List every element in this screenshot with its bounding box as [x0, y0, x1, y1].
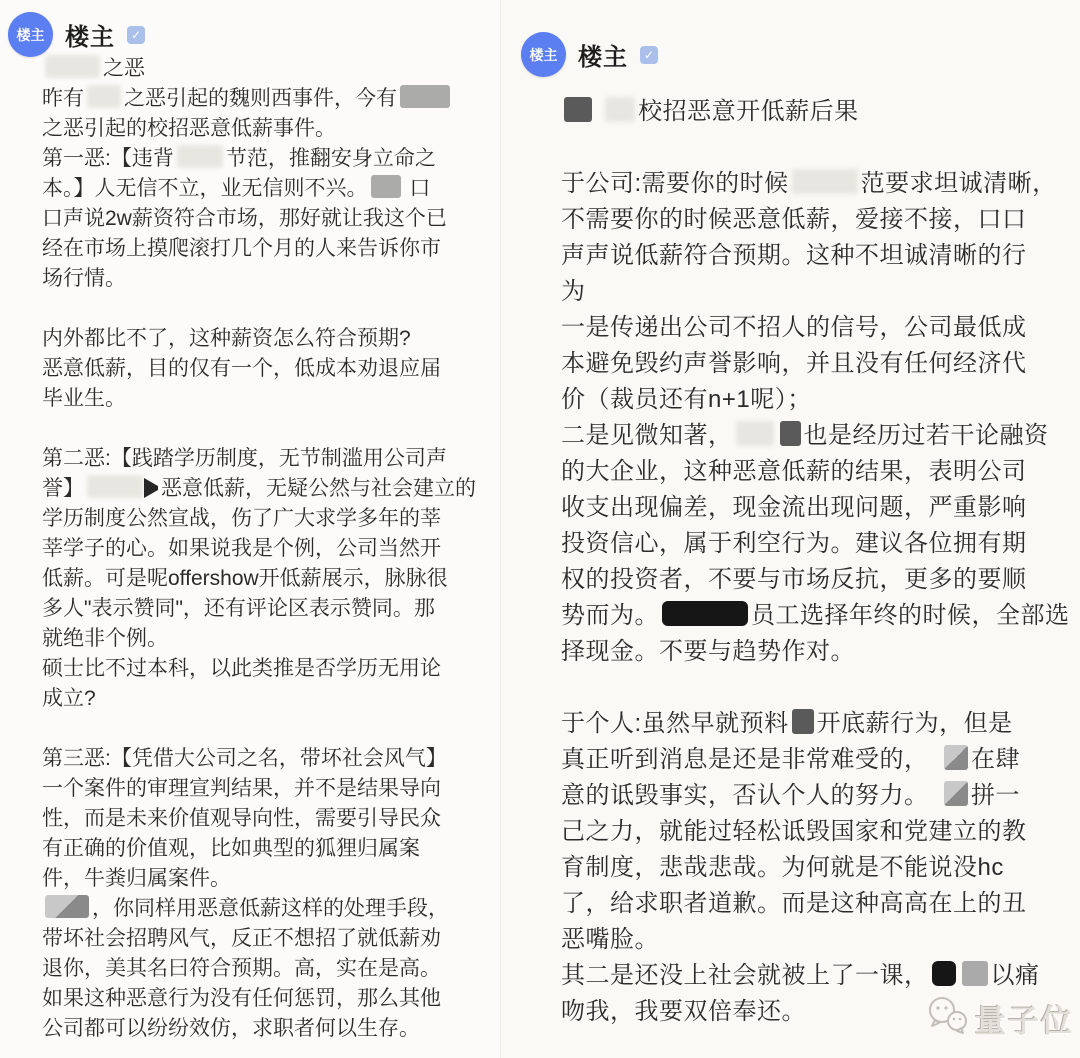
text-line — [42, 744, 476, 774]
censor-block — [177, 145, 223, 168]
text-segment: 不需要你的时候恶意低薪，爱接不接，口口 — [561, 206, 1027, 233]
text-line — [42, 864, 476, 894]
text-line — [42, 84, 476, 114]
text-line — [42, 504, 476, 534]
text-segment: 一个案件的审理宣判结果，并不是结果导向 — [42, 777, 441, 800]
text-segment: 拼一 — [971, 782, 1020, 809]
text-segment: 收支出现偏差，现金流出现问题，严重影响 — [561, 494, 1027, 521]
text-line — [561, 202, 1066, 238]
censor-block — [87, 475, 143, 498]
text-segment: ，你同样用恶意低薪这样的处理手段， — [92, 897, 449, 920]
text-line — [42, 474, 476, 504]
text-segment: 低薪。可是呢offershow开低薪展示，脉脉很 — [42, 567, 448, 590]
text-line — [42, 264, 476, 294]
post-header — [8, 12, 145, 57]
text-line — [561, 490, 1066, 526]
text-line — [561, 922, 1066, 958]
text-line — [42, 564, 476, 594]
text-line — [561, 778, 1066, 814]
text-segment: 之恶引起的魏则西事件，今有 — [124, 87, 397, 110]
text-segment: 退你，美其名曰符合预期。高，实在是高。 — [42, 957, 441, 980]
text-line — [561, 742, 1066, 778]
text-line — [42, 984, 476, 1014]
text-segment: 口声说2w薪资符合市场，那好就让我这个已 — [42, 207, 447, 230]
text-line — [42, 354, 476, 384]
text-segment: 场行情。 — [42, 267, 126, 290]
censor-block — [792, 709, 814, 734]
text-line — [561, 634, 1066, 670]
text-segment: 恶意低薪，目的仅有一个，低成本劝退应届 — [42, 357, 441, 380]
text-segment: 毕业生。 — [42, 387, 126, 410]
text-segment: 校招恶意开低薪后果 — [638, 98, 859, 125]
text-line — [42, 894, 476, 924]
watermark — [925, 995, 1074, 1042]
text-segment: 第一恶:【违背 — [42, 147, 174, 170]
text-segment: 的大企业，这种恶意低薪的结果，表明公司 — [561, 458, 1027, 485]
text-line — [561, 598, 1070, 634]
text-segment: 本避免毁约声誉影响，并且没有任何经济代 — [561, 350, 1027, 377]
post-header — [521, 32, 658, 77]
text-segment: 誉】 — [42, 477, 84, 500]
text-line — [42, 774, 476, 804]
text-segment: 员工选择年终的时候，全部选 — [751, 602, 1070, 629]
text-segment: 势而为。 — [561, 602, 659, 629]
censor-block — [45, 895, 89, 918]
text-segment: 本。】人无信不立，业无信则不兴。 — [42, 177, 368, 200]
verified-badge-icon: ✓ — [127, 26, 145, 44]
text-segment: 之恶引起的校招恶意低薪事件。 — [42, 117, 336, 140]
text-line — [42, 714, 476, 744]
text-line — [42, 924, 476, 954]
text-segment: 其二是还没上社会就被上了一课， — [561, 962, 929, 989]
text-line — [42, 1014, 476, 1044]
text-line — [42, 804, 476, 834]
censor-block — [932, 961, 956, 986]
text-segment: 为 — [561, 278, 586, 305]
censor-block — [400, 85, 450, 108]
post-body — [501, 94, 1080, 1030]
text-line — [561, 850, 1066, 886]
text-segment: 公司都可以纷纷效仿，求职者何以生存。 — [42, 1017, 420, 1040]
text-segment — [917, 782, 942, 809]
text-line — [42, 534, 476, 564]
text-segment: 于公司:需要你的时候 — [561, 170, 789, 197]
text-segment: 恶嘴脸。 — [561, 926, 659, 953]
text-line — [561, 382, 1066, 418]
text-segment: 也是经历过若干论融资 — [803, 422, 1049, 449]
text-line — [42, 324, 476, 354]
text-segment: 一是传递出公司不招人的信号，公司最低成 — [561, 314, 1027, 341]
text-line — [561, 274, 1066, 310]
censor-block — [962, 961, 988, 986]
text-segment: 权的投资者，不要与市场反抗，更多的要顺 — [561, 566, 1027, 593]
avatar[interactable] — [8, 12, 53, 57]
text-segment: 口 — [403, 177, 431, 200]
text-segment: 择现金。不要与趋势作对。 — [561, 638, 855, 665]
text-line — [42, 144, 476, 174]
forum-post-1 — [0, 0, 500, 1058]
author-name[interactable]: 楼主 — [65, 24, 115, 51]
text-line — [561, 670, 1066, 706]
text-segment: 二是见微知著， — [561, 422, 733, 449]
text-line — [42, 204, 476, 234]
avatar-label: 楼主 — [16, 26, 45, 43]
text-segment: 声声说低薪符合预期。这种不坦诚清晰的行 — [561, 242, 1027, 269]
text-line — [42, 234, 476, 264]
text-segment: 吻我，我要双倍奉还。 — [561, 998, 806, 1025]
text-segment: 在肆 — [971, 746, 1020, 773]
avatar[interactable] — [521, 32, 566, 77]
text-segment: 恶意低薪，无疑公然与社会建立的 — [161, 477, 476, 500]
text-segment: 于个人:虽然早就预料 — [561, 710, 789, 737]
text-segment: 以痛 — [990, 962, 1040, 989]
text-segment: 育制度，悲哉悲哉。为何就是不能说没hc — [561, 854, 1004, 881]
text-line — [561, 94, 1066, 130]
text-line — [42, 654, 476, 684]
text-line — [561, 166, 1066, 202]
text-line — [561, 238, 1066, 274]
text-line — [561, 346, 1066, 382]
text-line — [561, 130, 1066, 166]
text-line — [42, 954, 476, 984]
text-line — [561, 526, 1066, 562]
text-segment: 开底薪行为，但是 — [816, 710, 1013, 737]
text-segment: 莘学子的心。如果说我是个例，公司当然开 — [42, 537, 441, 560]
censor-block — [944, 745, 968, 770]
avatar-label: 楼主 — [529, 46, 558, 63]
text-segment: 节范，推翻安身立命之 — [225, 147, 436, 170]
text-line — [42, 624, 476, 654]
post-body — [0, 54, 500, 1044]
censor-block — [736, 421, 774, 446]
text-line — [42, 114, 476, 144]
text-segment: 性，而是未来价值观导向性，需要引导民众 — [42, 807, 441, 830]
text-segment: 意的诋毁事实，否认个人的努力。 — [561, 782, 917, 809]
text-line — [42, 294, 476, 324]
text-line — [42, 174, 476, 204]
text-segment: 学历制度公然宣战，伤了广大求学多年的莘 — [42, 507, 441, 530]
text-line — [561, 958, 1066, 994]
text-line — [42, 594, 476, 624]
text-line — [561, 418, 1066, 454]
text-segment: 价（裁员还有n+1呢）； — [561, 386, 812, 413]
text-segment: 第三恶:【凭借大公司之名，带坏社会风气】 — [42, 747, 447, 770]
text-line — [561, 706, 1066, 742]
text-segment: 范要求坦诚清晰， — [860, 170, 1057, 197]
text-line — [42, 834, 476, 864]
text-segment: 成立? — [42, 687, 96, 710]
text-segment: 己之力，就能过轻松诋毁国家和党建立的教 — [561, 818, 1027, 845]
text-line — [561, 454, 1066, 490]
text-segment: 就绝非个例。 — [42, 627, 168, 650]
text-segment: 经在市场上摸爬滚打几个月的人来告诉你市 — [42, 237, 441, 260]
text-segment: 带坏社会招聘风气，反正不想招了就低薪劝 — [42, 927, 441, 950]
text-segment: 件，牛粪归属案件。 — [42, 867, 231, 890]
verified-badge-icon: ✓ — [640, 46, 658, 64]
text-segment — [595, 98, 602, 125]
text-line — [42, 54, 476, 84]
censor-block — [780, 421, 801, 446]
wechat-icon — [925, 995, 971, 1042]
watermark-label: 量子位 — [975, 1004, 1074, 1039]
text-segment — [917, 746, 942, 773]
censor-block — [944, 781, 968, 806]
text-segment: 投资信心，属于利空行为。建议各位拥有期 — [561, 530, 1027, 557]
text-line — [561, 886, 1066, 922]
censor-block — [371, 175, 401, 198]
censor-block — [45, 55, 100, 78]
text-segment: 多人"表示赞同"，还有评论区表示赞同。那 — [42, 597, 435, 620]
text-line — [42, 384, 476, 414]
censor-block — [662, 601, 748, 626]
text-line — [42, 684, 476, 714]
text-line — [561, 814, 1066, 850]
censor-block — [87, 85, 121, 108]
text-segment: 如果这种恶意行为没有任何惩罚，那么其他 — [42, 987, 441, 1010]
censor-block — [792, 169, 858, 194]
text-segment: 硕士比不过本科，以此类推是否学历无用论 — [42, 657, 441, 680]
text-segment: 有正确的价值观，比如典型的狐狸归属案 — [42, 837, 420, 860]
censor-block — [605, 97, 635, 122]
text-segment: 第二恶:【践踏学历制度，无节制滥用公司声 — [42, 447, 447, 470]
text-line — [561, 310, 1066, 346]
text-segment: 了，给求职者道歉。而是这种高高在上的丑 — [561, 890, 1027, 917]
text-segment: 昨有 — [42, 87, 84, 110]
text-segment: 真正听到消息是还是非常难受的， — [561, 746, 917, 773]
text-line — [42, 444, 476, 474]
text-line — [42, 414, 476, 444]
text-line — [561, 562, 1066, 598]
censor-block — [564, 97, 592, 122]
text-segment: 内外都比不了，这种薪资怎么符合预期? — [42, 327, 411, 350]
forum-post-2 — [500, 0, 1080, 1058]
author-name[interactable]: 楼主 — [578, 44, 628, 71]
censor-block — [144, 478, 158, 498]
text-segment: 之恶 — [103, 57, 145, 80]
